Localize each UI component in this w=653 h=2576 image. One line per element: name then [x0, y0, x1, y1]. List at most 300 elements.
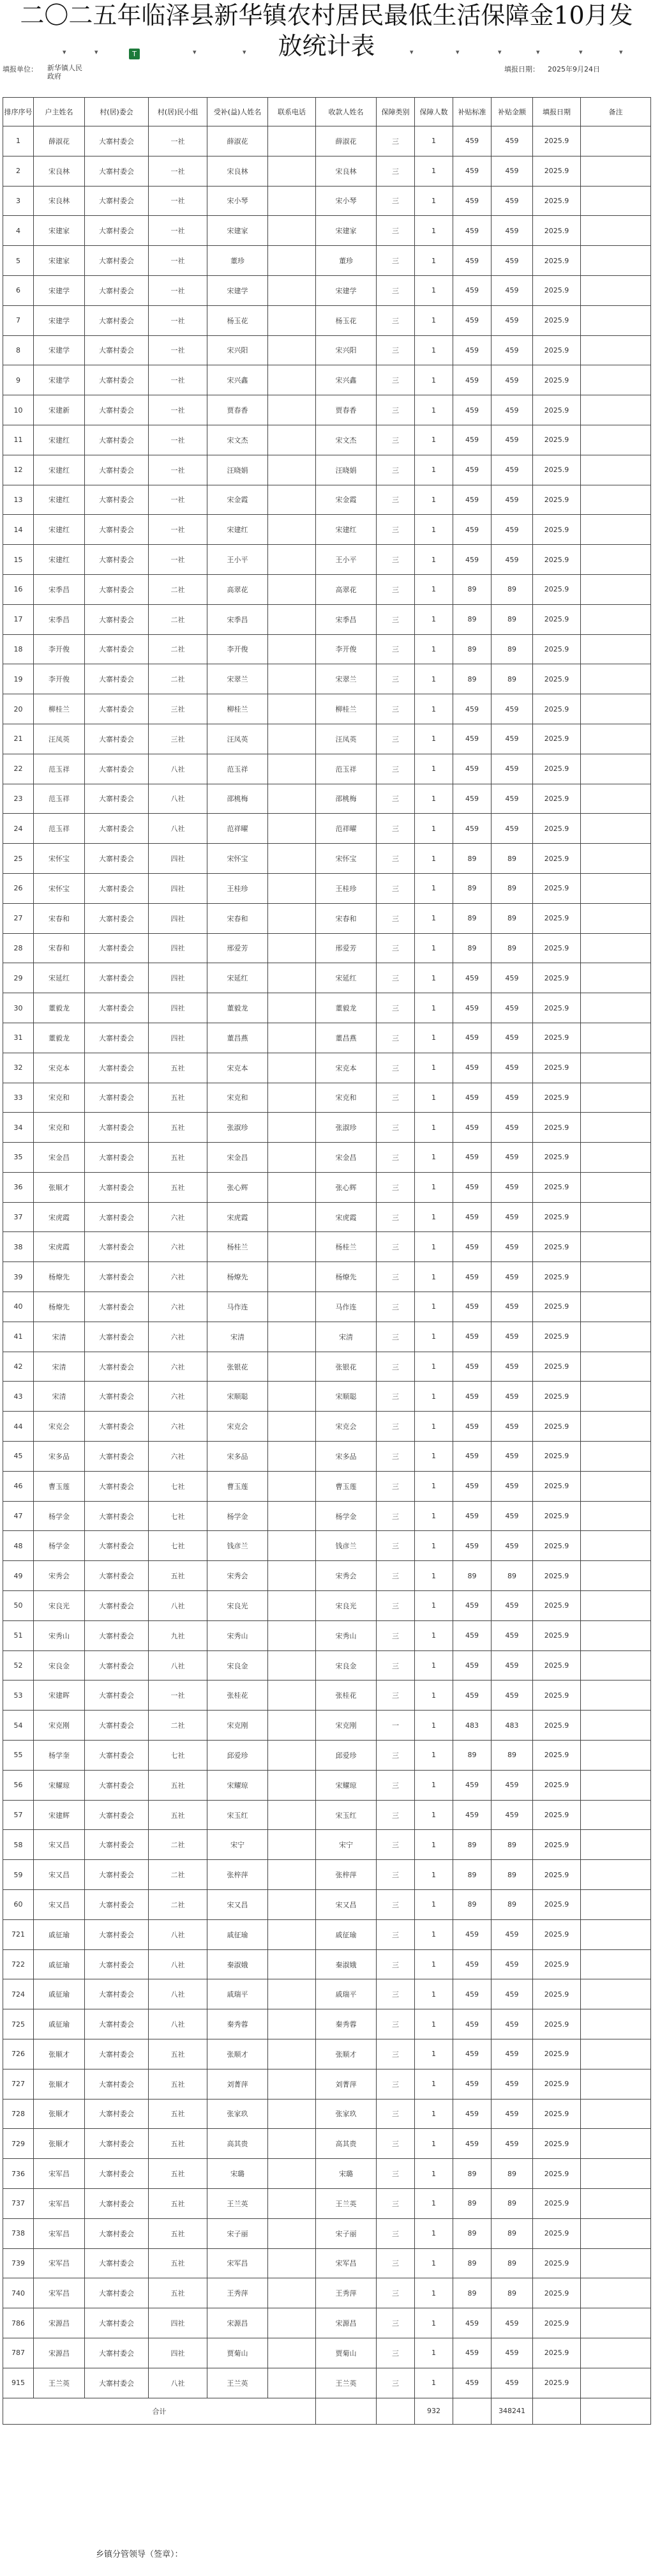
table-cell[interactable]: 邵桃梅	[316, 784, 377, 814]
table-cell[interactable]: 三	[377, 2039, 415, 2069]
table-cell[interactable]: 36	[3, 1172, 34, 1202]
table-cell[interactable]: 三	[377, 1770, 415, 1800]
filter-dropdown-icon[interactable]	[497, 50, 506, 57]
table-cell[interactable]: 宋璐	[207, 2159, 268, 2189]
table-cell[interactable]: 大寨村委会	[85, 1172, 149, 1202]
table-row[interactable]	[3, 1143, 651, 1173]
table-cell[interactable]: 宋清	[34, 1352, 85, 1382]
table-cell[interactable]: 459	[453, 1979, 492, 2009]
table-cell[interactable]	[268, 305, 316, 335]
table-cell[interactable]: 459	[492, 2009, 533, 2039]
table-cell[interactable]: 89	[453, 1890, 492, 1920]
table-cell[interactable]: 1	[415, 275, 453, 305]
table-cell[interactable]	[581, 1770, 651, 1800]
table-cell[interactable]: 宋耀琼	[316, 1770, 377, 1800]
table-cell[interactable]: 宋多品	[34, 1442, 85, 1472]
table-cell[interactable]: 56	[3, 1770, 34, 1800]
table-cell[interactable]: 二社	[149, 604, 207, 634]
table-row[interactable]	[3, 1262, 651, 1292]
table-cell[interactable]: 大寨村委会	[85, 1292, 149, 1322]
table-cell[interactable]	[581, 1053, 651, 1083]
table-cell[interactable]: 大寨村委会	[85, 2218, 149, 2248]
table-cell[interactable]: 大寨村委会	[85, 724, 149, 754]
table-cell[interactable]	[268, 1471, 316, 1501]
table-cell[interactable]: 王秀萍	[316, 2278, 377, 2308]
table-cell[interactable]: 董昌燕	[207, 1023, 268, 1053]
table-cell[interactable]: 89	[453, 844, 492, 874]
table-cell[interactable]: 28	[3, 933, 34, 963]
table-cell[interactable]	[268, 2338, 316, 2368]
table-cell[interactable]: 三	[377, 1531, 415, 1561]
table-cell[interactable]: 1	[415, 1860, 453, 1890]
table-cell[interactable]	[581, 1620, 651, 1650]
table-cell[interactable]: 459	[453, 963, 492, 993]
table-cell[interactable]	[581, 754, 651, 784]
table-cell[interactable]: 大寨村委会	[85, 1023, 149, 1053]
table-cell[interactable]	[581, 2159, 651, 2189]
table-row[interactable]	[3, 754, 651, 784]
table-cell[interactable]: 三	[377, 993, 415, 1023]
table-row[interactable]	[3, 694, 651, 724]
table-cell[interactable]: 五社	[149, 1113, 207, 1143]
table-cell[interactable]: 三	[377, 1053, 415, 1083]
table-row[interactable]	[3, 1561, 651, 1591]
table-cell[interactable]: 大寨村委会	[85, 126, 149, 156]
table-cell[interactable]: 三	[377, 1650, 415, 1680]
table-cell[interactable]: 薛淑花	[316, 126, 377, 156]
column-header[interactable]: 排序序号	[3, 98, 34, 126]
table-cell[interactable]	[581, 2338, 651, 2368]
column-header[interactable]: 受补(益)人姓名	[207, 98, 268, 126]
table-cell[interactable]: 459	[453, 1262, 492, 1292]
table-cell[interactable]: 1	[415, 993, 453, 1023]
table-cell[interactable]: 二社	[149, 1830, 207, 1860]
table-cell[interactable]: 15	[3, 545, 34, 575]
table-cell[interactable]: 2025.9	[533, 1531, 581, 1561]
table-cell[interactable]: 459	[453, 1352, 492, 1382]
table-cell[interactable]: 459	[492, 1919, 533, 1949]
table-cell[interactable]: 一社	[149, 485, 207, 515]
table-cell[interactable]: 89	[492, 933, 533, 963]
table-cell[interactable]: 1	[415, 1412, 453, 1442]
table-cell[interactable]: 大寨村委会	[85, 216, 149, 246]
filter-dropdown-icon[interactable]	[281, 50, 290, 57]
table-cell[interactable]: 大寨村委会	[85, 365, 149, 395]
table-cell[interactable]: 459	[492, 1800, 533, 1830]
table-cell[interactable]: 459	[492, 1591, 533, 1621]
table-cell[interactable]: 八社	[149, 754, 207, 784]
table-cell[interactable]: 三	[377, 2129, 415, 2159]
table-cell[interactable]: 大寨村委会	[85, 2368, 149, 2398]
table-cell[interactable]: 宋源昌	[34, 2308, 85, 2338]
table-cell[interactable]: 459	[453, 1172, 492, 1202]
table-cell[interactable]: 八社	[149, 2368, 207, 2398]
table-cell[interactable]: 2025.9	[533, 156, 581, 186]
table-cell[interactable]: 2	[3, 156, 34, 186]
table-cell[interactable]: 宋璐	[316, 2159, 377, 2189]
table-cell[interactable]: 高其贵	[316, 2129, 377, 2159]
column-header[interactable]: 村(居)民小组	[149, 98, 207, 126]
table-cell[interactable]: 宋建晖	[34, 1680, 85, 1711]
table-cell[interactable]: 459	[453, 335, 492, 365]
table-cell[interactable]: 2025.9	[533, 1979, 581, 2009]
table-cell[interactable]: 宋季昌	[207, 604, 268, 634]
table-cell[interactable]: 宋建红	[34, 485, 85, 515]
table-cell[interactable]: 李开俊	[34, 664, 85, 694]
table-cell[interactable]: 459	[492, 485, 533, 515]
table-cell[interactable]: 2025.9	[533, 903, 581, 933]
table-cell[interactable]: 一社	[149, 1680, 207, 1711]
table-cell[interactable]	[268, 515, 316, 545]
table-cell[interactable]	[268, 2248, 316, 2278]
table-cell[interactable]	[581, 2368, 651, 2398]
table-cell[interactable]: 739	[3, 2248, 34, 2278]
table-cell[interactable]: 大寨村委会	[85, 1442, 149, 1472]
table-cell[interactable]: 459	[492, 515, 533, 545]
table-cell[interactable]: 1	[415, 1382, 453, 1412]
table-cell[interactable]: 大寨村委会	[85, 1800, 149, 1830]
table-row[interactable]	[3, 1591, 651, 1621]
table-cell[interactable]: 1	[415, 2248, 453, 2278]
table-cell[interactable]: 459	[492, 305, 533, 335]
table-cell[interactable]: 787	[3, 2338, 34, 2368]
table-cell[interactable]: 六社	[149, 1442, 207, 1472]
table-cell[interactable]: 3	[3, 186, 34, 216]
table-cell[interactable]: 89	[492, 844, 533, 874]
table-cell[interactable]: 贾菊山	[316, 2338, 377, 2368]
table-cell[interactable]: 大寨村委会	[85, 425, 149, 455]
table-cell[interactable]: 1	[415, 814, 453, 844]
table-cell[interactable]: 大寨村委会	[85, 305, 149, 335]
table-cell[interactable]	[581, 156, 651, 186]
table-cell[interactable]: 宋建学	[207, 275, 268, 305]
table-cell[interactable]: 89	[453, 2248, 492, 2278]
table-cell[interactable]	[581, 784, 651, 814]
table-cell[interactable]: 大寨村委会	[85, 1113, 149, 1143]
table-cell[interactable]	[268, 2188, 316, 2218]
table-cell[interactable]: 51	[3, 1620, 34, 1650]
table-cell[interactable]: 宋建家	[207, 216, 268, 246]
table-cell[interactable]: 459	[492, 1680, 533, 1711]
table-cell[interactable]: 宋克刚	[34, 1711, 85, 1741]
table-cell[interactable]	[268, 754, 316, 784]
column-header[interactable]: 保障类别	[377, 98, 415, 126]
table-cell[interactable]: 459	[492, 1531, 533, 1561]
table-cell[interactable]: 2025.9	[533, 365, 581, 395]
table-cell[interactable]: 459	[492, 1172, 533, 1202]
table-cell[interactable]: 四社	[149, 873, 207, 903]
table-cell[interactable]: 915	[3, 2368, 34, 2398]
table-cell[interactable]: 2025.9	[533, 1471, 581, 1501]
table-cell[interactable]: 1	[415, 873, 453, 903]
table-cell[interactable]: 宋克和	[316, 1083, 377, 1113]
table-cell[interactable]: 2025.9	[533, 216, 581, 246]
table-cell[interactable]	[268, 2099, 316, 2129]
table-cell[interactable]: 1	[415, 2278, 453, 2308]
table-cell[interactable]: 1	[415, 2188, 453, 2218]
table-cell[interactable]: 1	[415, 365, 453, 395]
table-cell[interactable]: 53	[3, 1680, 34, 1711]
table-cell[interactable]: 39	[3, 1262, 34, 1292]
table-cell[interactable]: 三	[377, 1860, 415, 1890]
table-cell[interactable]: 三	[377, 1172, 415, 1202]
table-cell[interactable]: 宋翠兰	[207, 664, 268, 694]
table-cell[interactable]: 三	[377, 963, 415, 993]
table-cell[interactable]	[581, 1890, 651, 1920]
table-cell[interactable]	[268, 335, 316, 365]
table-row[interactable]	[3, 1442, 651, 1472]
table-cell[interactable]: 三	[377, 903, 415, 933]
table-row[interactable]	[3, 395, 651, 425]
table-cell[interactable]: 汪凤英	[207, 724, 268, 754]
table-cell[interactable]: 1	[415, 604, 453, 634]
table-cell[interactable]: 三	[377, 246, 415, 276]
table-cell[interactable]: 459	[492, 1202, 533, 1232]
table-cell[interactable]	[581, 634, 651, 664]
table-cell[interactable]	[268, 1083, 316, 1113]
table-cell[interactable]	[581, 1143, 651, 1173]
table-cell[interactable]	[268, 814, 316, 844]
table-cell[interactable]: 2025.9	[533, 2099, 581, 2129]
table-row[interactable]	[3, 335, 651, 365]
table-cell[interactable]: 459	[492, 1620, 533, 1650]
table-cell[interactable]: 459	[492, 2368, 533, 2398]
table-cell[interactable]: 大寨村委会	[85, 1053, 149, 1083]
table-row[interactable]	[3, 216, 651, 246]
table-cell[interactable]: 54	[3, 1711, 34, 1741]
table-cell[interactable]: 宋怀宝	[34, 873, 85, 903]
filter-dropdown-icon[interactable]	[618, 50, 627, 57]
table-cell[interactable]	[268, 1919, 316, 1949]
table-cell[interactable]: 六社	[149, 1292, 207, 1322]
table-cell[interactable]: 2025.9	[533, 1680, 581, 1711]
table-row[interactable]	[3, 604, 651, 634]
table-cell[interactable]: 三	[377, 1949, 415, 1979]
table-cell[interactable]: 2025.9	[533, 1770, 581, 1800]
table-cell[interactable]: 马作连	[316, 1292, 377, 1322]
table-cell[interactable]: 八社	[149, 1650, 207, 1680]
table-cell[interactable]: 一社	[149, 275, 207, 305]
table-cell[interactable]: 1	[415, 2039, 453, 2069]
table-cell[interactable]: 7	[3, 305, 34, 335]
table-cell[interactable]: 722	[3, 1949, 34, 1979]
table-row[interactable]	[3, 784, 651, 814]
column-header[interactable]: 补贴标准	[453, 98, 492, 126]
table-cell[interactable]: 八社	[149, 784, 207, 814]
table-cell[interactable]: 大寨村委会	[85, 814, 149, 844]
table-cell[interactable]	[581, 724, 651, 754]
table-cell[interactable]: 宋顺聪	[207, 1382, 268, 1412]
table-cell[interactable]	[268, 784, 316, 814]
table-cell[interactable]: 四社	[149, 903, 207, 933]
table-row[interactable]	[3, 1830, 651, 1860]
table-cell[interactable]	[268, 1949, 316, 1979]
table-cell[interactable]: 刘菁萍	[316, 2069, 377, 2099]
table-cell[interactable]: 宋虎霞	[34, 1202, 85, 1232]
table-cell[interactable]: 459	[453, 1292, 492, 1322]
table-cell[interactable]: 三	[377, 1292, 415, 1322]
table-cell[interactable]: 宋清	[207, 1322, 268, 1352]
table-cell[interactable]: 张顺才	[207, 2039, 268, 2069]
table-cell[interactable]: 宋又昌	[34, 1890, 85, 1920]
table-cell[interactable]: 宋又昌	[207, 1890, 268, 1920]
table-cell[interactable]: 89	[492, 2188, 533, 2218]
table-cell[interactable]: 宋耀琼	[34, 1770, 85, 1800]
table-row[interactable]	[3, 1741, 651, 1771]
table-cell[interactable]: 张家玖	[316, 2099, 377, 2129]
table-cell[interactable]: 五社	[149, 2188, 207, 2218]
table-cell[interactable]: 王兰英	[207, 2188, 268, 2218]
table-cell[interactable]: 杨燎先	[34, 1292, 85, 1322]
table-cell[interactable]: 宋克和	[207, 1083, 268, 1113]
table-row[interactable]	[3, 186, 651, 216]
table-cell[interactable]: 汪凤英	[34, 724, 85, 754]
table-cell[interactable]: 2025.9	[533, 1890, 581, 1920]
table-cell[interactable]: 26	[3, 873, 34, 903]
table-cell[interactable]: 459	[453, 455, 492, 485]
table-row[interactable]	[3, 1023, 651, 1053]
table-cell[interactable]: 89	[492, 903, 533, 933]
table-cell[interactable]: 38	[3, 1232, 34, 1262]
table-cell[interactable]	[581, 1591, 651, 1621]
table-cell[interactable]: 459	[453, 1620, 492, 1650]
table-cell[interactable]	[268, 2069, 316, 2099]
table-cell[interactable]: 2025.9	[533, 2188, 581, 2218]
table-cell[interactable]: 宋宁	[316, 1830, 377, 1860]
table-cell[interactable]: 一社	[149, 395, 207, 425]
table-row[interactable]	[3, 1352, 651, 1382]
table-cell[interactable]: 张顺才	[316, 2039, 377, 2069]
table-cell[interactable]: 大寨村委会	[85, 844, 149, 874]
table-cell[interactable]: 459	[492, 1471, 533, 1501]
table-cell[interactable]: 35	[3, 1143, 34, 1173]
table-row[interactable]	[3, 724, 651, 754]
table-cell[interactable]: 三	[377, 1680, 415, 1711]
table-cell[interactable]: 1	[415, 2159, 453, 2189]
table-cell[interactable]: 杨学奎	[34, 1741, 85, 1771]
column-header[interactable]: 补贴金额	[492, 98, 533, 126]
table-cell[interactable]: 23	[3, 784, 34, 814]
table-cell[interactable]	[268, 1382, 316, 1412]
table-cell[interactable]: 459	[453, 1143, 492, 1173]
table-cell[interactable]: 1	[415, 1322, 453, 1352]
table-cell[interactable]	[268, 1232, 316, 1262]
table-cell[interactable]	[268, 2218, 316, 2248]
table-cell[interactable]: 大寨村委会	[85, 1501, 149, 1531]
table-cell[interactable]: 大寨村委会	[85, 1711, 149, 1741]
table-cell[interactable]: 483	[492, 1711, 533, 1741]
table-cell[interactable]: 一社	[149, 545, 207, 575]
table-cell[interactable]: 2025.9	[533, 784, 581, 814]
table-cell[interactable]	[268, 425, 316, 455]
table-cell[interactable]	[268, 1860, 316, 1890]
table-row[interactable]	[3, 1770, 651, 1800]
table-cell[interactable]: 89	[453, 664, 492, 694]
table-cell[interactable]: 89	[453, 1741, 492, 1771]
table-cell[interactable]: 459	[492, 1113, 533, 1143]
table-row[interactable]	[3, 1711, 651, 1741]
table-cell[interactable]: 459	[492, 1322, 533, 1352]
table-cell[interactable]: 一社	[149, 425, 207, 455]
table-cell[interactable]: 宋多品	[207, 1442, 268, 1472]
table-cell[interactable]: 张顺才	[34, 1172, 85, 1202]
table-row[interactable]	[3, 574, 651, 604]
table-cell[interactable]: 曹玉莲	[207, 1471, 268, 1501]
table-cell[interactable]	[268, 1979, 316, 2009]
table-cell[interactable]: 2025.9	[533, 1561, 581, 1591]
table-cell[interactable]: 大寨村委会	[85, 903, 149, 933]
table-cell[interactable]: 五社	[149, 1561, 207, 1591]
table-cell[interactable]: 五社	[149, 1172, 207, 1202]
table-cell[interactable]: 1	[415, 455, 453, 485]
table-cell[interactable]: 1	[415, 1352, 453, 1382]
table-cell[interactable]: 宋克会	[316, 1412, 377, 1442]
table-cell[interactable]: 2025.9	[533, 1860, 581, 1890]
table-cell[interactable]: 二社	[149, 1860, 207, 1890]
table-cell[interactable]: 张银花	[316, 1352, 377, 1382]
table-cell[interactable]: 高其贵	[207, 2129, 268, 2159]
table-cell[interactable]: 大寨村委会	[85, 1830, 149, 1860]
table-cell[interactable]	[581, 216, 651, 246]
table-cell[interactable]: 宋金昌	[34, 1143, 85, 1173]
table-cell[interactable]	[581, 1979, 651, 2009]
table-cell[interactable]: 459	[492, 784, 533, 814]
table-cell[interactable]: 大寨村委会	[85, 604, 149, 634]
table-cell[interactable]: 2025.9	[533, 1202, 581, 1232]
table-cell[interactable]: 32	[3, 1053, 34, 1083]
table-cell[interactable]	[268, 1442, 316, 1472]
table-cell[interactable]: 戚征瑜	[316, 1919, 377, 1949]
table-cell[interactable]: 汪凤英	[316, 724, 377, 754]
table-cell[interactable]: 1	[415, 963, 453, 993]
table-row[interactable]	[3, 1949, 651, 1979]
table-cell[interactable]: 1	[415, 2308, 453, 2338]
table-cell[interactable]: 五社	[149, 1800, 207, 1830]
table-cell[interactable]	[268, 1531, 316, 1561]
table-cell[interactable]: 大寨村委会	[85, 455, 149, 485]
table-cell[interactable]: 1	[415, 2129, 453, 2159]
table-cell[interactable]: 2025.9	[533, 1113, 581, 1143]
table-cell[interactable]: 2025.9	[533, 1083, 581, 1113]
table-cell[interactable]: 1	[415, 1202, 453, 1232]
table-cell[interactable]	[581, 1023, 651, 1053]
table-cell[interactable]: 王兰英	[34, 2368, 85, 2398]
table-cell[interactable]: 三	[377, 754, 415, 784]
table-cell[interactable]	[581, 335, 651, 365]
table-cell[interactable]: 27	[3, 903, 34, 933]
table-cell[interactable]: 25	[3, 844, 34, 874]
table-cell[interactable]: 2025.9	[533, 1143, 581, 1173]
table-cell[interactable]: 一社	[149, 335, 207, 365]
table-cell[interactable]	[581, 246, 651, 276]
table-cell[interactable]: 三	[377, 2009, 415, 2039]
filter-dropdown-icon[interactable]	[61, 50, 70, 57]
table-cell[interactable]: 宋建学	[34, 275, 85, 305]
table-cell[interactable]: 736	[3, 2159, 34, 2189]
table-cell[interactable]	[268, 1890, 316, 1920]
filter-dropdown-icon[interactable]	[191, 50, 200, 57]
table-cell[interactable]: 1	[415, 1591, 453, 1621]
table-cell[interactable]: 1	[415, 425, 453, 455]
table-cell[interactable]: 459	[492, 993, 533, 1023]
table-cell[interactable]: 柳桂兰	[34, 694, 85, 724]
table-cell[interactable]: 宋兴鑫	[316, 365, 377, 395]
table-row[interactable]	[3, 2159, 651, 2189]
table-cell[interactable]: 宋又昌	[316, 1890, 377, 1920]
table-cell[interactable]: 459	[453, 1949, 492, 1979]
table-cell[interactable]: 七社	[149, 1471, 207, 1501]
table-cell[interactable]: 五社	[149, 1053, 207, 1083]
